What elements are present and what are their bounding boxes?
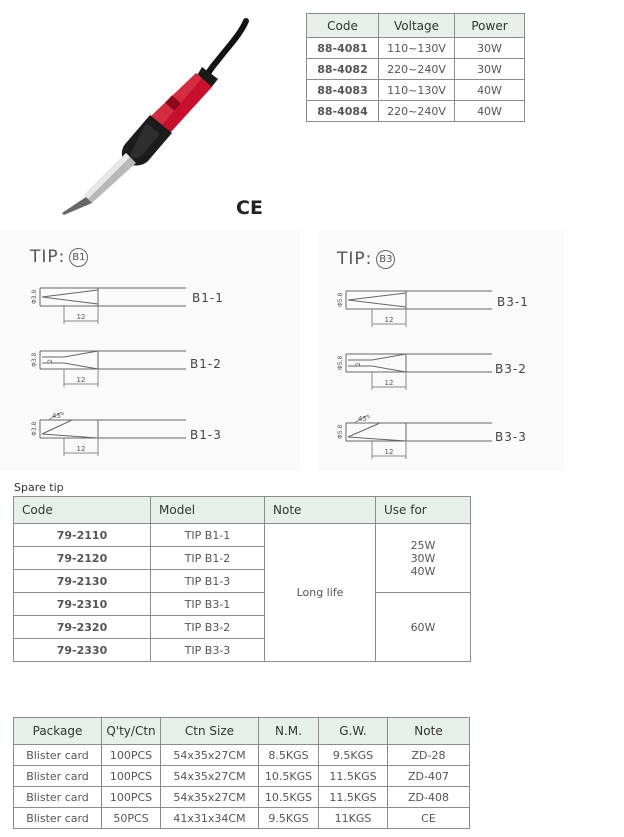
dim-label: 12 bbox=[384, 448, 394, 456]
tip-b3-heading bbox=[337, 249, 395, 269]
use-for-value: 40W bbox=[410, 564, 436, 578]
spare-model: TIP B3-2 bbox=[151, 616, 265, 639]
table-row bbox=[307, 80, 525, 101]
spare-header-use-for: Use for bbox=[376, 497, 471, 524]
dim-label: Φ5.8 bbox=[337, 424, 344, 439]
spare-code: 79-2310 bbox=[14, 593, 151, 616]
pkg-header-package: Package bbox=[14, 718, 102, 745]
table-row bbox=[14, 745, 470, 766]
tip-b3-prefix: TIP: bbox=[337, 249, 373, 269]
dim-label: Φ5.8 bbox=[337, 292, 344, 307]
spare-code: 79-2320 bbox=[14, 616, 151, 639]
dim-label: 12 bbox=[76, 445, 86, 453]
spare-use-for-group1 bbox=[376, 524, 471, 593]
pkg-cell: 11.5KGS bbox=[319, 766, 388, 787]
pkg-cell: 10.5KGS bbox=[259, 766, 319, 787]
table-row bbox=[14, 593, 471, 616]
dim-label: 12 bbox=[76, 313, 86, 321]
pkg-cell: ZD-407 bbox=[388, 766, 470, 787]
tip-diagram-b3-3 bbox=[334, 411, 494, 466]
dim-label: 45° bbox=[358, 415, 371, 423]
spare-header-model: Model bbox=[151, 497, 265, 524]
spec-power: 40W bbox=[455, 80, 525, 101]
spare-header-note: Note bbox=[265, 497, 376, 524]
table-row bbox=[14, 766, 470, 787]
soldering-iron-image bbox=[50, 15, 265, 220]
spare-model: TIP B3-1 bbox=[151, 593, 265, 616]
spare-model: TIP B3-3 bbox=[151, 639, 265, 662]
spare-model: TIP B1-3 bbox=[151, 570, 265, 593]
spare-code: 79-2330 bbox=[14, 639, 151, 662]
spare-code: 79-2130 bbox=[14, 570, 151, 593]
dim-label: 12 bbox=[384, 316, 394, 324]
table-row bbox=[14, 808, 470, 829]
pkg-cell: Blister card bbox=[14, 808, 102, 829]
pkg-cell: 54x35x27CM bbox=[161, 745, 259, 766]
pkg-cell: Blister card bbox=[14, 787, 102, 808]
dim-label: Φ3.8 bbox=[31, 352, 38, 367]
spec-code: 88-4084 bbox=[307, 101, 379, 122]
tip-diagram-b1-2 bbox=[28, 345, 188, 395]
pkg-header-nm: N.M. bbox=[259, 718, 319, 745]
pkg-cell: 100PCS bbox=[102, 787, 161, 808]
ce-mark: CE bbox=[236, 197, 263, 219]
spare-code: 79-2110 bbox=[14, 524, 151, 547]
dim-label: Φ5.8 bbox=[337, 355, 344, 370]
pkg-cell: ZD-28 bbox=[388, 745, 470, 766]
pkg-header-ctn-size: Ctn Size bbox=[161, 718, 259, 745]
pkg-cell: 54x35x27CM bbox=[161, 766, 259, 787]
pkg-cell: 100PCS bbox=[102, 745, 161, 766]
pkg-cell: 100PCS bbox=[102, 766, 161, 787]
pkg-cell: ZD-408 bbox=[388, 787, 470, 808]
pkg-header-note: Note bbox=[388, 718, 470, 745]
spare-tip-table bbox=[13, 496, 471, 662]
pkg-cell: 11.5KGS bbox=[319, 787, 388, 808]
use-for-value: 30W bbox=[410, 551, 436, 565]
spec-code: 88-4082 bbox=[307, 59, 379, 80]
tip-label-b3-3: B3-3 bbox=[495, 430, 527, 444]
dim-label: 2 bbox=[47, 359, 54, 363]
use-for-value: 25W bbox=[410, 538, 436, 552]
tip-label-b3-2: B3-2 bbox=[495, 362, 527, 376]
tip-diagram-b3-1 bbox=[334, 285, 494, 335]
tip-label-b3-1: B3-1 bbox=[497, 295, 529, 309]
tip-label-b1-3: B1-3 bbox=[190, 428, 222, 442]
dim-label: 12 bbox=[76, 376, 86, 384]
dim-label: 12 bbox=[384, 379, 394, 387]
spec-voltage: 220~240V bbox=[379, 101, 455, 122]
package-table bbox=[13, 717, 470, 829]
pkg-cell: 8.5KGS bbox=[259, 745, 319, 766]
tip-diagram-b1-3 bbox=[28, 408, 188, 463]
dim-label: Φ3.8 bbox=[31, 289, 38, 304]
spare-use-for-group2: 60W bbox=[376, 593, 471, 662]
spec-power: 30W bbox=[455, 38, 525, 59]
tip-diagram-b3-2 bbox=[334, 348, 494, 398]
pkg-cell: CE bbox=[388, 808, 470, 829]
spare-model: TIP B1-1 bbox=[151, 524, 265, 547]
table-row bbox=[14, 524, 471, 547]
pkg-header-qty: Q'ty/Ctn bbox=[102, 718, 161, 745]
table-row bbox=[307, 38, 525, 59]
pkg-cell: 11KGS bbox=[319, 808, 388, 829]
pkg-cell: Blister card bbox=[14, 745, 102, 766]
spec-voltage: 110~130V bbox=[379, 80, 455, 101]
tip-b1-prefix: TIP: bbox=[30, 247, 66, 267]
pkg-cell: 10.5KGS bbox=[259, 787, 319, 808]
pkg-cell: 50PCS bbox=[102, 808, 161, 829]
dim-label: 2 bbox=[355, 362, 362, 366]
spare-header-code: Code bbox=[14, 497, 151, 524]
tip-diagram-b1-1 bbox=[28, 282, 188, 332]
table-row bbox=[307, 101, 525, 122]
spec-power: 30W bbox=[455, 59, 525, 80]
spare-note: Long life bbox=[265, 524, 376, 662]
spare-model: TIP B1-2 bbox=[151, 547, 265, 570]
spec-voltage: 110~130V bbox=[379, 38, 455, 59]
tip-b3-badge: B3 bbox=[376, 250, 395, 269]
spec-table bbox=[306, 13, 525, 122]
table-row bbox=[14, 787, 470, 808]
tip-label-b1-1: B1-1 bbox=[192, 291, 224, 305]
spec-power: 40W bbox=[455, 101, 525, 122]
dim-label: Φ3.8 bbox=[31, 421, 38, 436]
spec-code: 88-4081 bbox=[307, 38, 379, 59]
pkg-cell: 41x31x34CM bbox=[161, 808, 259, 829]
spec-voltage: 220~240V bbox=[379, 59, 455, 80]
pkg-cell: Blister card bbox=[14, 766, 102, 787]
pkg-cell: 9.5KGS bbox=[259, 808, 319, 829]
table-row bbox=[307, 59, 525, 80]
tip-label-b1-2: B1-2 bbox=[190, 357, 222, 371]
pkg-header-gw: G.W. bbox=[319, 718, 388, 745]
spare-code: 79-2120 bbox=[14, 547, 151, 570]
pkg-cell: 9.5KGS bbox=[319, 745, 388, 766]
spec-header-power: Power bbox=[455, 14, 525, 38]
spec-code: 88-4083 bbox=[307, 80, 379, 101]
spare-tip-title: Spare tip bbox=[14, 481, 64, 494]
spec-header-voltage: Voltage bbox=[379, 14, 455, 38]
spec-header-code: Code bbox=[307, 14, 379, 38]
pkg-cell: 54x35x27CM bbox=[161, 787, 259, 808]
dim-label: 45° bbox=[52, 412, 65, 420]
tip-b1-badge: B1 bbox=[69, 248, 88, 267]
tip-b1-heading bbox=[30, 247, 88, 267]
